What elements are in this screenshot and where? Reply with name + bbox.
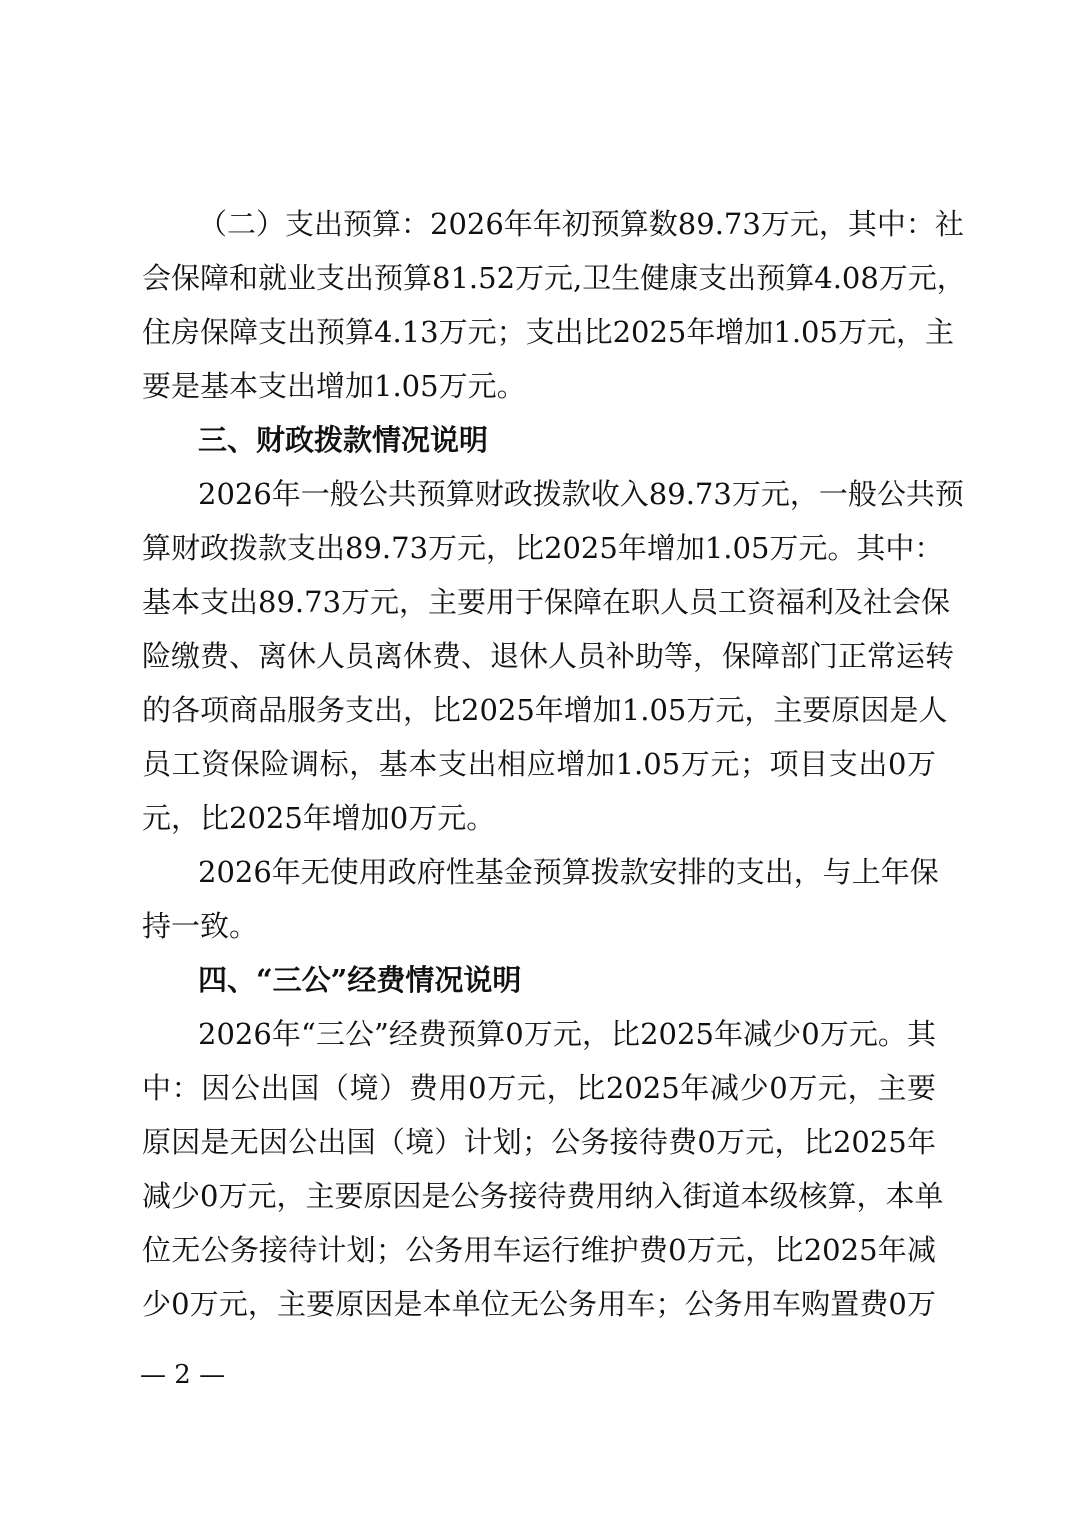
paragraph-expenditure-budget-line-1: （二）支出预算：2026年年初预算数89.73万元，其中：社 [198, 207, 964, 241]
paragraph-appropriation-line-4: 险缴费、离休人员离休费、退休人员补助等，保障部门正常运转 [142, 639, 955, 673]
paragraph-appropriation-line-2: 算财政拨款支出89.73万元，比2025年增加1.05万元。其中： [142, 531, 944, 565]
paragraph-expenditure-budget-line-4: 要是基本支出增加1.05万元。 [142, 369, 526, 403]
paragraph-appropriation-line-7: 元，比2025年增加0万元。 [142, 801, 496, 835]
paragraph-three-public-line-4: 减少0万元，主要原因是公务接待费用纳入街道本级核算，本单 [142, 1179, 944, 1213]
paragraph-appropriation-line-6: 员工资保险调标，基本支出相应增加1.05万元；项目支出0万 [142, 747, 936, 781]
paragraph-three-public-line-2: 中：因公出国（境）费用0万元，比2025年减少0万元，主要 [142, 1071, 936, 1105]
paragraph-expenditure-budget-line-2: 会保障和就业支出预算81.52万元,卫生健康支出预算4.08万元， [142, 261, 966, 295]
paragraph-appropriation-line-3: 基本支出89.73万元，主要用于保障在职人员工资福利及社会保 [142, 585, 951, 619]
section-heading-fiscal-appropriation: 三、财政拨款情况说明 [198, 423, 489, 457]
paragraph-three-public-line-6: 少0万元，主要原因是本单位无公务用车；公务用车购置费0万 [142, 1287, 936, 1321]
section-heading-three-public-expenses: 四、“三公”经费情况说明 [198, 963, 522, 997]
paragraph-expenditure-budget-line-3: 住房保障支出预算4.13万元；支出比2025年增加1.05万元，主 [142, 315, 954, 349]
page-number: — 2 — [140, 1360, 226, 1390]
paragraph-three-public-line-3: 原因是无因公出国（境）计划；公务接待费0万元，比2025年 [142, 1125, 936, 1159]
paragraph-government-fund-line-2: 持一致。 [142, 909, 259, 943]
paragraph-appropriation-line-1: 2026年一般公共预算财政拨款收入89.73万元，一般公共预 [198, 477, 964, 511]
paragraph-three-public-line-1: 2026年“三公”经费预算0万元，比2025年减少0万元。其 [198, 1017, 936, 1051]
paragraph-three-public-line-5: 位无公务接待计划；公务用车运行维护费0万元，比2025年减 [142, 1233, 936, 1267]
paragraph-government-fund-line-1: 2026年无使用政府性基金预算拨款安排的支出，与上年保 [198, 855, 939, 889]
paragraph-appropriation-line-5: 的各项商品服务支出，比2025年增加1.05万元，主要原因是人 [142, 693, 948, 727]
